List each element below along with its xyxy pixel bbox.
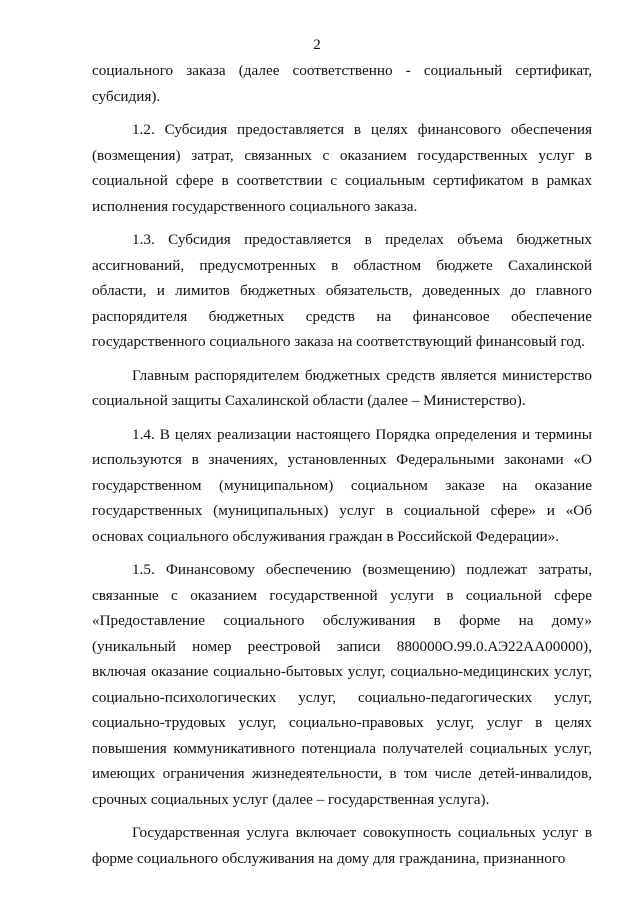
page-number: 2 bbox=[313, 37, 321, 53]
paragraph-1-4: 1.4. В целях реализации настоящего Порядка определения и термины используются в значениях, установленных Федеральными законами «О государственном (муниципальном) социальном заказе на оказание государственных (муниципальных) услуг в социальной сфере» и «Об основах социального обслуживания граждан в Российской Федерации». bbox=[92, 425, 592, 545]
paragraph-1-5: 1.5. Финансовому обеспечению (возмещению) подлежат затраты, связанные с оказанием государственной услуги в социальной сфере «Предоставление социального обслуживания в форме на дому» (уникальный номер реестровой записи 880000О.99.0.АЭ22АА00000), включая оказание социально-бытовых услуг, социально-медицинских услуг, социально-психологических услуг, социально-педагогических услуг, социально-трудовых услуг, социально-правовых услуг, услуг в целях повышения коммуникативного потенциала получателей социальных услуг, имеющих ограничения жизнедеятельности, в том числе детей-инвалидов, срочных социальных услуг (далее – государственная услуга). bbox=[92, 561, 592, 808]
paragraph-main-administrator: Главным распорядителем бюджетных средств является министерство социальной защиты Сахалинской области (далее – Министерство). bbox=[92, 366, 592, 409]
paragraph-state-service: Государственная услуга включает совокупность социальных услуг в форме социального обслуживания на дому для гражданина, признанного bbox=[92, 824, 592, 867]
paragraph-1-2: 1.2. Субсидия предоставляется в целях финансового обеспечения (возмещения) затрат, связанных с оказанием государственных услуг в социальной сфере в соответствии с социальным сертификатом в рамках исполнения государственного социального заказа. bbox=[92, 121, 592, 215]
document-body bbox=[92, 58, 592, 871]
paragraph-1-3: 1.3. Субсидия предоставляется в пределах объема бюджетных ассигнований, предусмотренных в областном бюджете Сахалинской области, и лимитов бюджетных обязательств, доведенных до главного распорядителя бюджетных средств на финансовое обеспечение государственного социального заказа на соответствующий финансовый год. bbox=[92, 231, 592, 350]
paragraph-continuation: социального заказа (далее соответственно - социальный сертификат, субсидия). bbox=[92, 62, 592, 105]
